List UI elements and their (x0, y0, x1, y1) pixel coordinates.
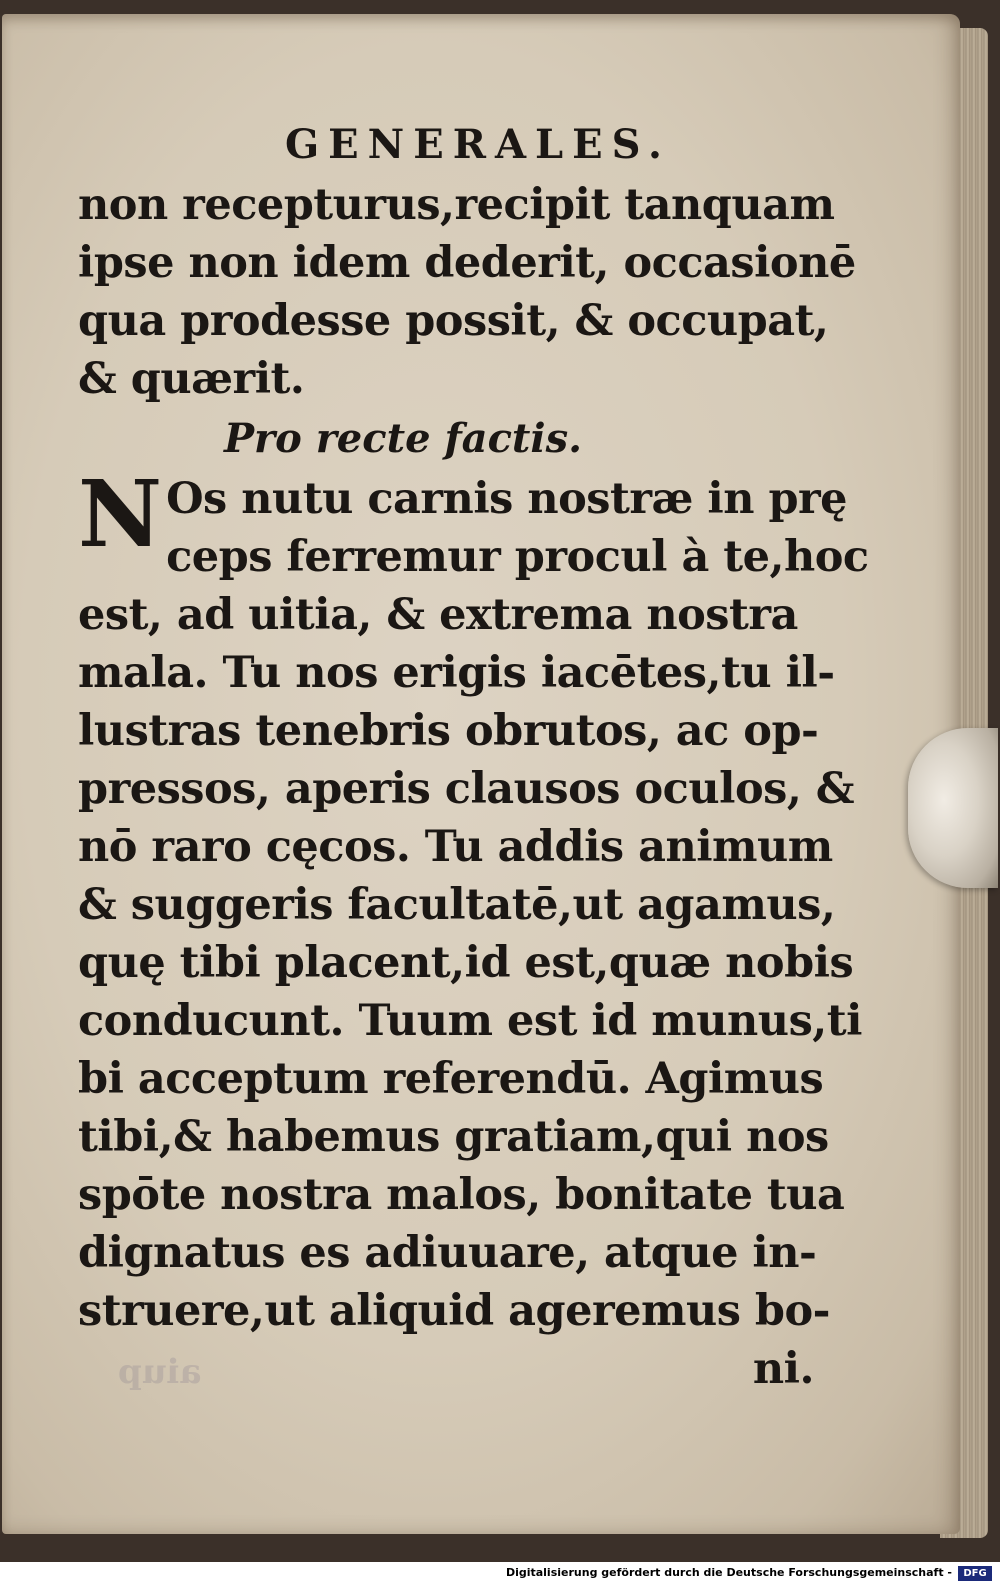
text-line: qua prodesse possit, & occupat, (78, 296, 829, 346)
text-line: quę tibi placent,id est,quæ nobis (78, 938, 854, 988)
dfg-logo-icon: DFG (958, 1566, 992, 1581)
text-line: conducunt. Tuum est id munus,ti (78, 996, 862, 1046)
paragraph (78, 460, 869, 1398)
text-line: struere,ut aliquid ageremus bo- (78, 1286, 830, 1336)
page-text (78, 118, 869, 1398)
footer-bar (0, 1562, 1000, 1586)
text-line: spōte nostra malos, bonitate tua (78, 1170, 845, 1220)
text-line: ceps ferremur procul à te,hoc (166, 532, 869, 582)
text-line: est, ad uitia, & extrema nostra (78, 590, 798, 640)
drop-capital: N (78, 460, 163, 568)
section-rubric: Pro recte factis. (223, 415, 583, 462)
running-heading: GENERALES. (285, 121, 671, 168)
text-line: tibi,& habemus gratiam,qui nos (78, 1112, 829, 1162)
text-line-first: Os nutu carnis nostræ in prę (166, 474, 848, 524)
book-clasp (908, 728, 998, 888)
show-through-text: aiup (118, 1352, 202, 1392)
text-line: dignatus es adiuuare, atque in- (78, 1228, 817, 1278)
text-line: non recepturus,recipit tanquam (78, 180, 835, 230)
catchword: ni. (752, 1344, 814, 1394)
text-line: pressos, aperis clausos oculos, & (78, 764, 855, 814)
text-line: mala. Tu nos erigis iacētes,tu il- (78, 648, 835, 698)
text-line: bi acceptum referendū. Agimus (78, 1054, 824, 1104)
text-line: & suggeris facultatē,ut agamus, (78, 880, 836, 930)
text-line: nō raro cęcos. Tu addis animum (78, 822, 833, 872)
text-line: ipse non idem dederit, occasionē (78, 238, 856, 288)
text-line: & quærit. (78, 354, 305, 404)
funding-credit: Digitalisierung gefördert durch die Deutsche Forschungsgemeinschaft - (505, 1566, 952, 1579)
text-line: lustras tenebris obrutos, ac op- (78, 706, 819, 756)
